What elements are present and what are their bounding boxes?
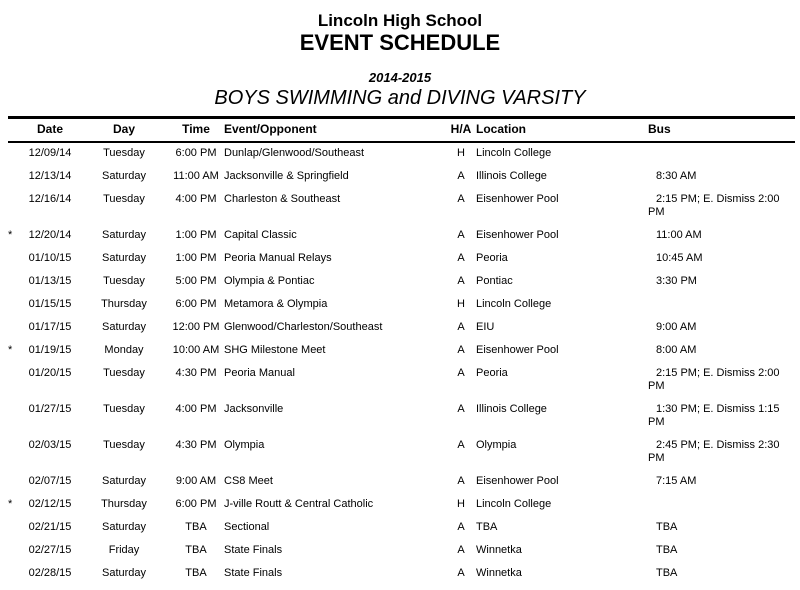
bus-cell: 10:45 AM xyxy=(656,252,703,264)
table-row xyxy=(8,166,795,189)
time-cell: TBA xyxy=(185,567,207,579)
document-title: EVENT SCHEDULE xyxy=(299,30,501,55)
date-cell: 02/28/15 xyxy=(28,567,72,579)
event-cell: CS8 Meet xyxy=(224,475,273,487)
schedule-table-header xyxy=(8,118,795,143)
star-cell xyxy=(8,189,20,225)
time-cell: 4:30 PM xyxy=(175,367,217,379)
bus-cell xyxy=(648,142,795,166)
col-header-time: Time xyxy=(168,118,224,143)
home-away-cell: H xyxy=(457,298,465,310)
time-cell: 1:00 PM xyxy=(175,229,217,241)
location-cell: Winnetka xyxy=(476,544,522,556)
event-cell: Glenwood/Charleston/Southeast xyxy=(224,321,383,333)
bus-cell: 11:00 AM xyxy=(656,229,702,241)
time-cell: 4:00 PM xyxy=(175,403,217,415)
col-header-bus: Bus xyxy=(648,118,795,143)
col-header-location: Location xyxy=(476,118,648,143)
document-header xyxy=(0,0,800,109)
team-label: BOYS SWIMMING and DIVING VARSITY xyxy=(214,87,586,109)
home-away-cell: A xyxy=(457,275,465,287)
time-cell: 5:00 PM xyxy=(175,275,217,287)
star-cell xyxy=(8,363,20,399)
location-cell: Lincoln College xyxy=(476,147,552,159)
table-row xyxy=(8,189,795,225)
time-cell: 11:00 AM xyxy=(173,170,219,182)
day-cell: Monday xyxy=(104,344,144,356)
table-row xyxy=(8,317,795,340)
day-cell: Tuesday xyxy=(103,439,145,451)
day-cell: Tuesday xyxy=(103,147,145,159)
table-row xyxy=(8,399,795,435)
bus-cell: 1:30 PM; E. Dismiss 1:15 PM xyxy=(648,403,780,428)
location-cell: Illinois College xyxy=(476,403,547,415)
date-cell: 01/27/15 xyxy=(28,403,72,415)
location-cell: Eisenhower Pool xyxy=(476,193,559,205)
date-cell: 12/20/14 xyxy=(28,229,72,241)
table-row xyxy=(8,271,795,294)
home-away-cell: A xyxy=(457,544,465,556)
event-cell: J-ville Routt & Central Catholic xyxy=(224,498,374,510)
date-cell: 12/16/14 xyxy=(28,193,72,205)
time-cell: 4:30 PM xyxy=(175,439,217,451)
bus-cell: 7:15 AM xyxy=(656,475,697,487)
event-cell: Sectional xyxy=(224,521,270,533)
table-row xyxy=(8,563,795,586)
day-cell: Saturday xyxy=(101,170,147,182)
day-cell: Saturday xyxy=(101,475,147,487)
home-away-cell: A xyxy=(457,439,465,451)
table-row xyxy=(8,363,795,399)
time-cell: 6:00 PM xyxy=(175,147,217,159)
day-cell: Saturday xyxy=(101,521,147,533)
home-away-cell: H xyxy=(457,147,465,159)
star-cell xyxy=(8,399,20,435)
event-cell: SHG Milestone Meet xyxy=(224,344,326,356)
location-cell: Eisenhower Pool xyxy=(476,344,559,356)
bus-cell: 2:45 PM; E. Dismiss 2:30 PM xyxy=(648,439,780,464)
day-cell: Tuesday xyxy=(103,275,145,287)
home-away-cell: A xyxy=(457,521,465,533)
location-cell: Lincoln College xyxy=(476,498,552,510)
time-cell: 10:00 AM xyxy=(172,344,220,356)
day-cell: Tuesday xyxy=(103,367,145,379)
event-cell: Jacksonville xyxy=(224,403,284,415)
location-cell: Olympia xyxy=(476,439,517,451)
time-cell: TBA xyxy=(185,544,207,556)
date-cell: 02/21/15 xyxy=(28,521,72,533)
bus-cell: 2:15 PM; E. Dismiss 2:00 PM xyxy=(648,367,780,392)
home-away-cell: A xyxy=(457,252,465,264)
home-away-cell: A xyxy=(457,475,465,487)
home-away-cell: A xyxy=(457,567,465,579)
date-cell: 01/19/15 xyxy=(28,344,72,356)
home-away-cell: A xyxy=(457,403,465,415)
time-cell: 12:00 PM xyxy=(172,321,220,333)
event-cell: State Finals xyxy=(224,567,283,579)
date-cell: 02/27/15 xyxy=(28,544,72,556)
col-header-date: Date xyxy=(20,118,80,143)
date-cell: 01/15/15 xyxy=(28,298,72,310)
event-cell: Peoria Manual xyxy=(224,367,295,379)
day-cell: Thursday xyxy=(101,298,147,310)
star-cell: * xyxy=(8,229,13,241)
date-cell: 01/10/15 xyxy=(28,252,72,264)
event-cell: Olympia xyxy=(224,439,265,451)
time-cell: 4:00 PM xyxy=(175,193,217,205)
home-away-cell: A xyxy=(457,193,465,205)
date-cell: 12/13/14 xyxy=(28,170,72,182)
bus-cell: TBA xyxy=(656,544,678,556)
date-cell: 02/03/15 xyxy=(28,439,72,451)
star-cell xyxy=(8,540,20,563)
location-cell: Eisenhower Pool xyxy=(476,475,559,487)
schedule-table xyxy=(8,116,795,586)
time-cell: 6:00 PM xyxy=(175,298,217,310)
table-row xyxy=(8,340,795,363)
location-cell: Illinois College xyxy=(476,170,547,182)
bus-cell: 8:00 AM xyxy=(656,344,697,356)
location-cell: Winnetka xyxy=(476,567,522,579)
col-header-event-opponent: Event/Opponent xyxy=(224,118,446,143)
table-row xyxy=(8,248,795,271)
location-cell: Pontiac xyxy=(476,275,513,287)
time-cell: 1:00 PM xyxy=(175,252,217,264)
event-cell: Capital Classic xyxy=(224,229,297,241)
star-cell: * xyxy=(8,498,13,510)
date-cell: 02/12/15 xyxy=(28,498,72,510)
bus-cell: TBA xyxy=(656,567,678,579)
day-cell: Saturday xyxy=(101,567,147,579)
day-cell: Tuesday xyxy=(103,403,145,415)
date-cell: 01/13/15 xyxy=(28,275,72,287)
date-cell: 12/09/14 xyxy=(28,147,72,159)
time-cell: TBA xyxy=(185,521,207,533)
table-row xyxy=(8,494,795,517)
day-cell: Saturday xyxy=(101,321,147,333)
event-cell: Charleston & Southeast xyxy=(224,193,341,205)
event-cell: Jacksonville & Springfield xyxy=(224,170,349,182)
header-row xyxy=(8,118,795,143)
date-cell: 02/07/15 xyxy=(28,475,72,487)
day-cell: Tuesday xyxy=(103,193,145,205)
star-cell xyxy=(8,142,20,166)
location-cell: Peoria xyxy=(476,367,508,379)
location-cell: EIU xyxy=(476,321,495,333)
location-cell: Peoria xyxy=(476,252,508,264)
time-cell: 6:00 PM xyxy=(175,498,217,510)
col-header-star xyxy=(8,118,20,143)
home-away-cell: A xyxy=(457,321,465,333)
bus-cell: TBA xyxy=(656,521,678,533)
bus-cell xyxy=(648,294,795,317)
star-cell xyxy=(8,563,20,586)
star-cell xyxy=(8,317,20,340)
season-label: 2014-2015 xyxy=(368,70,432,85)
location-cell: Eisenhower Pool xyxy=(476,229,559,241)
event-cell: Dunlap/Glenwood/Southeast xyxy=(224,147,365,159)
col-header-home-away: H/A xyxy=(446,118,476,143)
location-cell: Lincoln College xyxy=(476,298,552,310)
day-cell: Thursday xyxy=(101,498,147,510)
bus-cell: 2:15 PM; E. Dismiss 2:00 PM xyxy=(648,193,780,218)
bus-cell xyxy=(648,494,795,517)
star-cell xyxy=(8,166,20,189)
table-row xyxy=(8,471,795,494)
event-cell: Olympia & Pontiac xyxy=(224,275,315,287)
event-cell: Metamora & Olympia xyxy=(224,298,328,310)
event-cell: Peoria Manual Relays xyxy=(224,252,332,264)
bus-cell: 8:30 AM xyxy=(656,170,697,182)
star-cell xyxy=(8,294,20,317)
day-cell: Saturday xyxy=(101,229,147,241)
table-row xyxy=(8,294,795,317)
table-row xyxy=(8,142,795,166)
home-away-cell: A xyxy=(457,367,465,379)
star-cell xyxy=(8,517,20,540)
star-cell xyxy=(8,435,20,471)
home-away-cell: A xyxy=(457,229,465,241)
bus-cell: 9:00 AM xyxy=(656,321,697,333)
location-cell: TBA xyxy=(476,521,498,533)
event-cell: State Finals xyxy=(224,544,283,556)
star-cell xyxy=(8,471,20,494)
time-cell: 9:00 AM xyxy=(175,475,217,487)
school-name-title: Lincoln High School xyxy=(317,11,483,30)
date-cell: 01/20/15 xyxy=(28,367,72,379)
day-cell: Friday xyxy=(108,544,140,556)
star-cell: * xyxy=(8,344,13,356)
table-row xyxy=(8,435,795,471)
col-header-day: Day xyxy=(80,118,168,143)
star-cell xyxy=(8,271,20,294)
table-row xyxy=(8,540,795,563)
star-cell xyxy=(8,248,20,271)
home-away-cell: A xyxy=(457,170,465,182)
home-away-cell: H xyxy=(457,498,465,510)
table-row xyxy=(8,517,795,540)
table-row xyxy=(8,225,795,248)
schedule-table-body xyxy=(8,142,795,586)
bus-cell: 3:30 PM xyxy=(656,275,697,287)
day-cell: Saturday xyxy=(101,252,147,264)
date-cell: 01/17/15 xyxy=(28,321,72,333)
home-away-cell: A xyxy=(457,344,465,356)
